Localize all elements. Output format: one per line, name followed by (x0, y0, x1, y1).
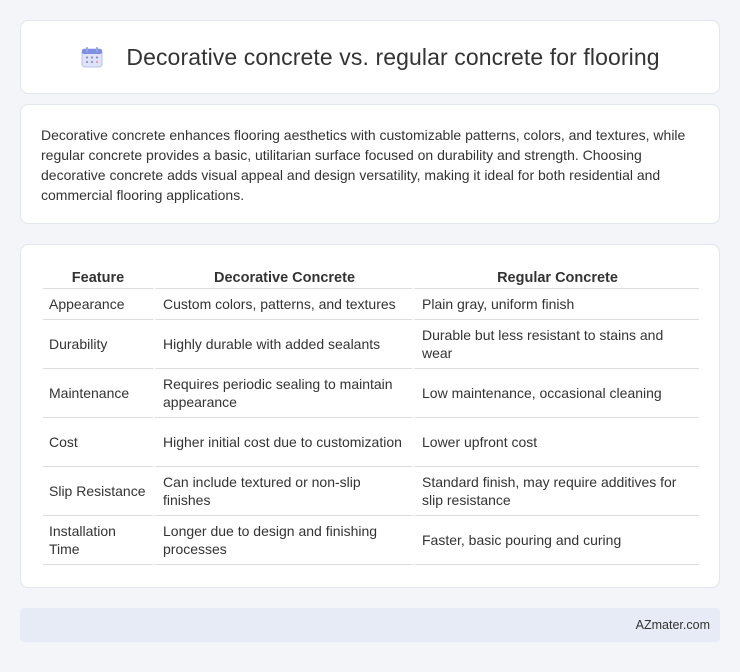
regular-cell: Standard finish, may require additives for slip resistance (412, 467, 699, 516)
table-row (43, 289, 699, 320)
decorative-cell: Higher initial cost due to customization (153, 418, 412, 467)
decorative-cell: Longer due to design and finishing processes (153, 516, 412, 565)
decorative-cell: Highly durable with added sealants (153, 320, 412, 369)
feature-cell: Appearance (43, 289, 153, 320)
feature-cell: Slip Resistance (43, 467, 153, 516)
regular-cell: Lower upfront cost (412, 418, 699, 467)
regular-cell: Durable but less resistant to stains and wear (412, 320, 699, 369)
feature-cell: Cost (43, 418, 153, 467)
decorative-cell: Requires periodic sealing to maintain appearance (153, 369, 412, 418)
table-row (43, 369, 699, 418)
decorative-cell: Custom colors, patterns, and textures (153, 289, 412, 320)
header-decorative-concrete: Decorative Concrete (153, 265, 412, 289)
header-regular-concrete: Regular Concrete (412, 265, 699, 289)
table-row (43, 320, 699, 369)
feature-cell: Durability (43, 320, 153, 369)
regular-cell: Low maintenance, occasional cleaning (412, 369, 699, 418)
table-row (43, 467, 699, 516)
regular-cell: Plain gray, uniform finish (412, 289, 699, 320)
page-title: Decorative concrete vs. regular concrete for flooring (126, 43, 660, 70)
comparison-table (43, 265, 699, 565)
table-header-row (43, 265, 699, 289)
footer-bar (20, 608, 720, 642)
calendar-icon (80, 45, 104, 69)
footer-site-name: AZmater.com (635, 618, 710, 632)
intro-card (20, 104, 720, 224)
table-row (43, 516, 699, 565)
decorative-cell: Can include textured or non-slip finishes (153, 467, 412, 516)
header-feature: Feature (43, 265, 153, 289)
feature-cell: Maintenance (43, 369, 153, 418)
table-card (20, 244, 720, 588)
feature-cell: Installation Time (43, 516, 153, 565)
title-card (20, 20, 720, 94)
title-wrap (80, 44, 659, 71)
regular-cell: Faster, basic pouring and curing (412, 516, 699, 565)
table-row (43, 418, 699, 467)
intro-paragraph: Decorative concrete enhances flooring aesthetics with customizable patterns, colors, and textures, while regular concrete provides a basic, utilitarian surface focused on durability and strength. Choosing decorative concrete adds visual appeal and design versatility, making it ideal for both residential and commercial flooring applications. (41, 127, 686, 203)
